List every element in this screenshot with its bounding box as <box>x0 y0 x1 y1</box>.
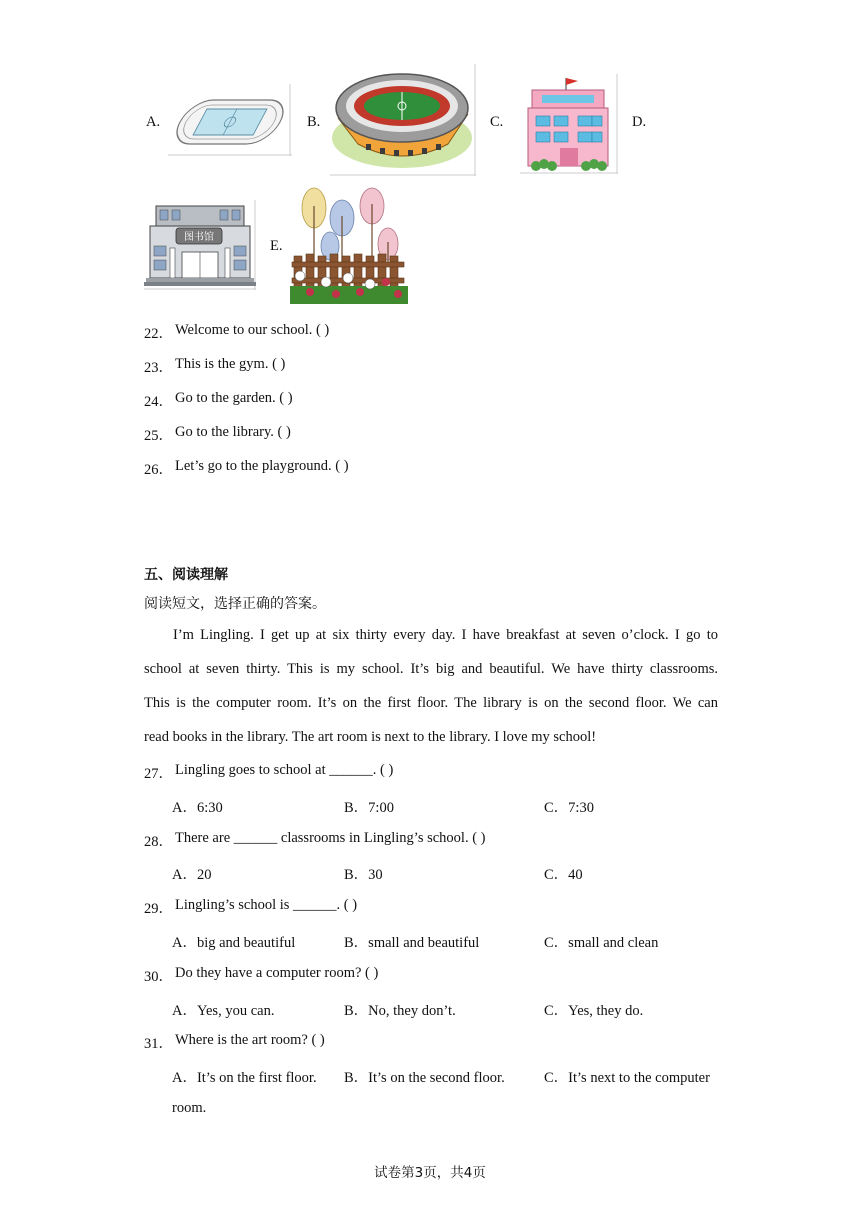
library-sign-text: 图书馆 <box>184 232 214 243</box>
section-title: 五、阅读理解 <box>144 567 228 583</box>
passage-line: This is the computer room. It’s on the first floor. The library is on the second floor. We can <box>144 695 718 711</box>
question-number: 27． <box>144 766 173 782</box>
option-letter-c: C. <box>490 114 504 130</box>
stadium-image <box>330 64 476 176</box>
answer-option-c: C．7:30 <box>544 800 594 816</box>
answer-option-c: C．40 <box>544 867 583 883</box>
question-text: This is the gym. ( ) <box>175 356 286 372</box>
question-number: 29． <box>144 901 173 917</box>
question-number: 25． <box>144 428 173 444</box>
answer-option-b: B．No, they don’t. <box>344 1003 456 1019</box>
question-number: 26． <box>144 462 173 478</box>
answer-option-a: A．It’s on the first floor. <box>172 1070 317 1086</box>
question-text: Lingling goes to school at ______. ( ) <box>175 762 394 778</box>
option-letter-a: A. <box>146 114 161 130</box>
answer-option-c: C．small and clean <box>544 935 659 951</box>
answer-option-b: B．30 <box>344 867 383 883</box>
answer-option-c-continuation: room. <box>172 1100 207 1116</box>
option-letter-b: B. <box>307 114 321 130</box>
sports-field-image <box>168 82 292 156</box>
page-footer: 试卷第3页，共4页 <box>374 1165 486 1181</box>
question-text: Go to the garden. ( ) <box>175 390 293 406</box>
question-number: 30． <box>144 969 173 985</box>
answer-option-a: A．20 <box>172 867 212 883</box>
passage-line: school at seven thirty. This is my school. It’s big and beautiful. We have thirty classrooms. <box>144 661 718 677</box>
option-letter-e: E. <box>270 238 283 254</box>
library-building-image <box>144 200 256 290</box>
question-number: 31． <box>144 1036 173 1052</box>
question-number: 23． <box>144 360 173 376</box>
option-letter-d: D. <box>632 114 647 130</box>
section-instruction: 阅读短文，选择正确的答案。 <box>144 596 326 612</box>
question-number: 22． <box>144 326 173 342</box>
question-text: Where is the art room? ( ) <box>175 1032 325 1048</box>
answer-option-c: C．Yes, they do. <box>544 1003 644 1019</box>
question-number: 28． <box>144 834 173 850</box>
answer-option-a: A．6:30 <box>172 800 223 816</box>
question-text: Do they have a computer room? ( ) <box>175 965 379 981</box>
question-text: Lingling’s school is ______. ( ) <box>175 897 358 913</box>
passage-line: read books in the library. The art room is next to the library. I love my school! <box>144 729 597 745</box>
passage-line: I’m Lingling. I get up at six thirty every day. I have breakfast at seven o’clock. I go to <box>173 627 718 643</box>
answer-option-b: B．It’s on the second floor. <box>344 1070 505 1086</box>
garden-image <box>290 186 408 304</box>
answer-option-c: C．It’s next to the computer <box>544 1070 710 1086</box>
school-building-image <box>520 74 618 174</box>
question-text: Let’s go to the playground. ( ) <box>175 458 349 474</box>
answer-option-b: B．small and beautiful <box>344 935 480 951</box>
answer-option-a: A．big and beautiful <box>172 935 296 951</box>
answer-option-a: A．Yes, you can. <box>172 1003 275 1019</box>
question-text: There are ______ classrooms in Lingling’s school. ( ) <box>175 830 486 846</box>
question-text: Welcome to our school. ( ) <box>175 322 330 338</box>
question-number: 24． <box>144 394 173 410</box>
question-text: Go to the library. ( ) <box>175 424 291 440</box>
reading-passage <box>144 618 718 754</box>
answer-option-b: B．7:00 <box>344 800 394 816</box>
